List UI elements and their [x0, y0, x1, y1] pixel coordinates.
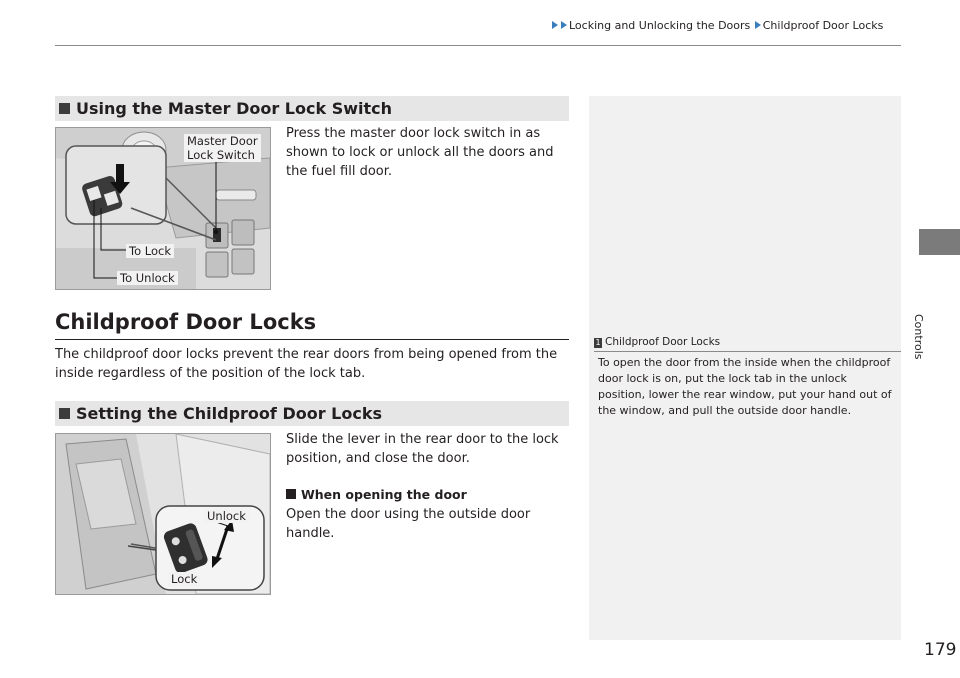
chapter-tab-label: Controls — [912, 314, 925, 360]
figure-label-to-lock: To Lock — [126, 244, 174, 258]
subheading-text: When opening the door — [301, 487, 467, 502]
note-title — [594, 336, 720, 348]
header-rule — [55, 45, 901, 46]
figure-label-line: Master Door — [187, 134, 258, 148]
section-square-icon — [59, 408, 70, 419]
childproof-intro: The childproof door locks prevent the rear doors from being opened from the inside regardless of the position of the lock tab. — [55, 347, 558, 381]
breadcrumb-arrow-icon — [561, 21, 567, 29]
master-lock-switch-illustration — [55, 127, 271, 290]
subheading-square-icon — [286, 489, 296, 499]
figure-label-unlock: Unlock — [204, 509, 249, 523]
note-rule — [594, 351, 901, 352]
breadcrumb — [551, 19, 883, 32]
master-lock-description: Press the master door lock switch in as shown to lock or unlock all the doors and the fuel fill door. — [286, 126, 554, 179]
note-title-text: Childproof Door Locks — [605, 336, 721, 348]
note-text: To open the door from the inside when the childproof door lock is on, put the lock tab in the unlock position, lower the rear window, put your hand out of the window, and pull the outside door handle. — [598, 356, 892, 417]
figure-label-lock: Lock — [168, 572, 200, 586]
breadcrumb-item-childproof[interactable]: Childproof Door Locks — [762, 19, 884, 32]
breadcrumb-item-doors[interactable]: Locking and Unlocking the Doors — [569, 19, 751, 32]
figure-label-line: Lock Switch — [187, 148, 255, 162]
breadcrumb-arrow-icon — [755, 21, 761, 29]
figure-label-to-unlock: To Unlock — [117, 271, 178, 285]
section-heading-master-lock — [55, 96, 569, 121]
childproof-setting-description: Slide the lever in the rear door to the lock position, and close the door. — [286, 432, 559, 466]
section-heading-childproof — [55, 401, 569, 426]
figure-label-master-switch — [184, 134, 261, 162]
note-number-badge: 1 — [595, 338, 601, 347]
page-title: Childproof Door Locks — [55, 310, 317, 334]
breadcrumb-arrow-icon — [552, 21, 558, 29]
section-square-icon — [59, 103, 70, 114]
section-heading-text: Setting the Childproof Door Locks — [76, 404, 383, 423]
title-rule — [55, 339, 569, 340]
when-opening-subheading — [286, 487, 467, 502]
when-opening-description: Open the door using the outside door handle. — [286, 507, 531, 541]
childproof-lock-illustration — [55, 433, 271, 595]
chapter-tab-marker — [919, 229, 960, 255]
section-heading-text: Using the Master Door Lock Switch — [76, 99, 392, 118]
page-number: 179 — [924, 640, 957, 660]
chapter-tab[interactable] — [912, 262, 945, 360]
